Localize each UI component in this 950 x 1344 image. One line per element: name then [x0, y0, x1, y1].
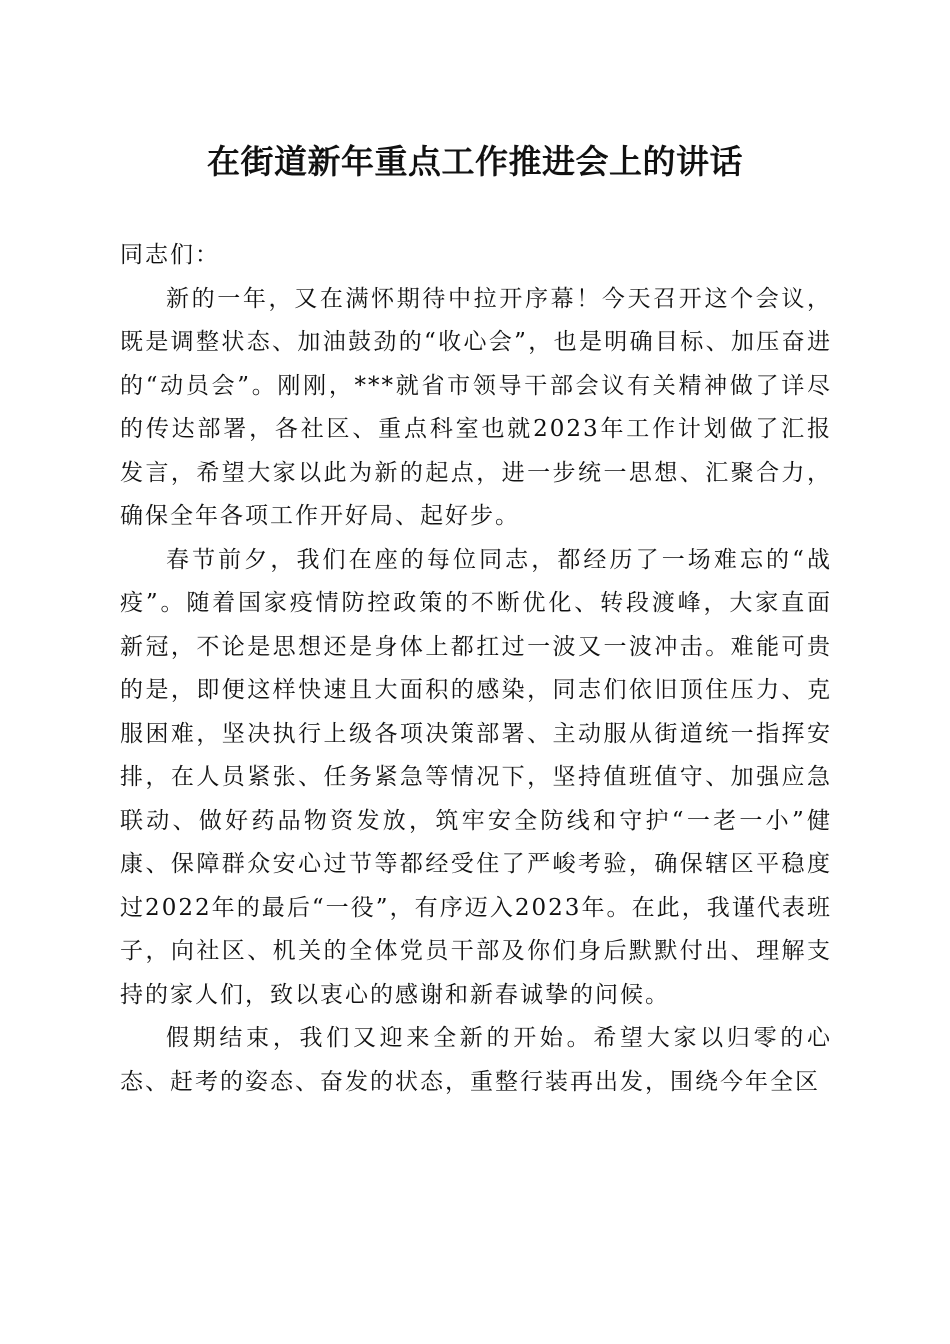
salutation: 同志们： — [120, 242, 220, 268]
paragraph-2: 春节前夕，我们在座的每位同志，都经历了一场难忘的“战疫”。随着国家疫情防控政策的不断优化、转段渡峰，大家直面新冠，不论是思想还是身体上都扛过一波又一波冲击。难能可贵的是，即便这样快速且大面积的感染，同志们依旧顶住压力、克服困难，坚决执行上级各项决策部署、主动服从街道统一指挥安排，在人员紧张、任务紧急等情况下，坚持值班值守、加强应急联动、做好药品物资发放，筑牢安全防线和守护“一老一小”健康、保障群众安心过节等都经受住了严峻考验，确保辖区平稳度过2022年的最后“一役”，有序迈入2023年。在此，我谨代表班子，向社区、机关的全体党员干部及你们身后默默付出、理解支持的家人们，致以衷心的感谢和新春诚挚的问候。 — [120, 546, 832, 1008]
paragraph-1: 新的一年，又在满怀期待中拉开序幕！今天召开这个会议，既是调整状态、加油鼓劲的“收心会”，也是明确目标、加压奋进的“动员会”。刚刚，***就省市领导干部会议有关精神做了详尽的传达部署，各社区、重点科室也就2023年工作计划做了汇报发言，希望大家以此为新的起点，进一步统一思想、汇聚合力，确保全年各项工作开好局、起好步。 — [120, 285, 832, 529]
document-body — [120, 234, 832, 1104]
document-title: 在街道新年重点工作推进会上的讲话 — [207, 142, 743, 181]
paragraph-3: 假期结束，我们又迎来全新的开始。希望大家以归零的心态、赶考的姿态、奋发的状态，重整行装再出发，围绕今年全区 — [120, 1025, 832, 1095]
